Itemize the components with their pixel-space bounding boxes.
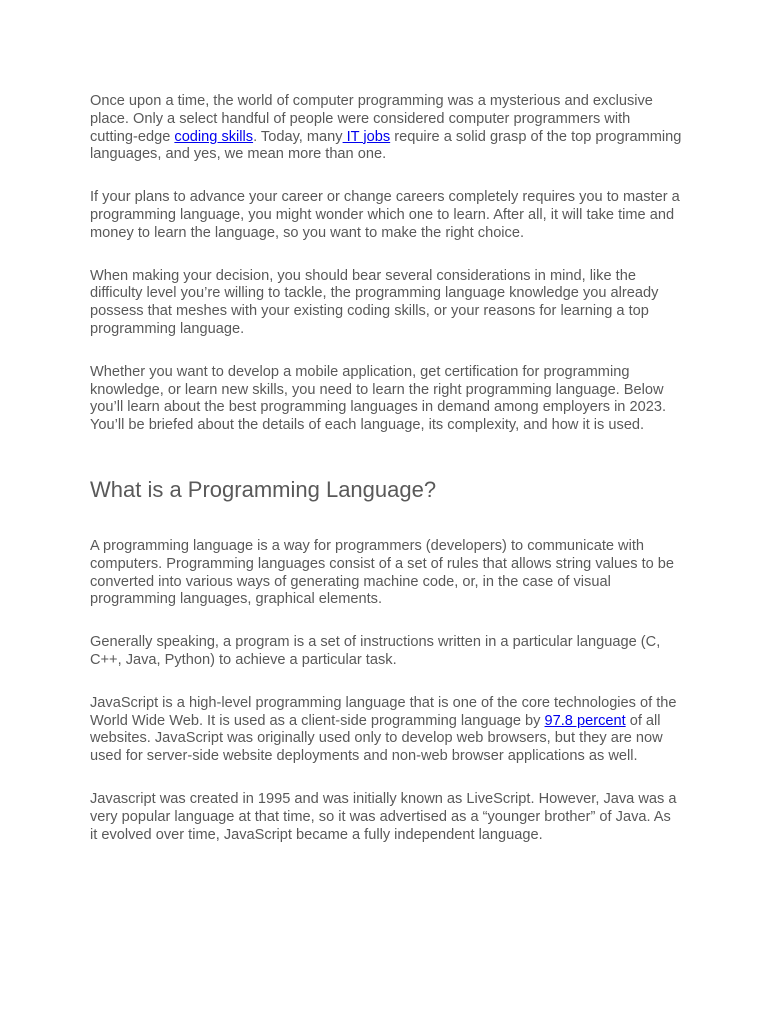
coding-skills-link[interactable]: coding skills — [174, 128, 254, 145]
body-paragraph-3 — [90, 695, 682, 766]
percent-link[interactable]: 97.8 percent — [544, 712, 626, 729]
paragraph-text: require a solid grasp of the top programming languages, and yes, we mean more than one. — [90, 128, 682, 163]
body-paragraph-1: A programming language is a way for programmers (developers) to communicate with computers. Programming languages consist of a set of rules that allows string values to be converted into various ways of generating machine code, or, in the case of visual programming languages, graphical elements. — [90, 537, 675, 608]
it-jobs-link[interactable]: IT jobs — [342, 128, 391, 145]
intro-paragraph-3: When making your decision, you should bear several considerations in mind, like the difficulty level you’re willing to tackle, the programming language knowledge you already possess that meshes with your existing coding skills, or your reasons for learning a top programming language. — [90, 267, 659, 337]
body-paragraph-2: Generally speaking, a program is a set of instructions written in a particular language (C, C++, Java, Python) to achieve a particular task. — [90, 634, 661, 668]
paragraph-text: of all websites. JavaScript was originally used only to develop web browsers, but they are now used for server-side website deployments and non-web browser applications as well. — [90, 712, 663, 765]
intro-paragraph-1 — [90, 93, 682, 164]
document-page — [90, 93, 682, 869]
paragraph-text: Once upon a time, the world of computer programming was a mysterious and exclusive place. Only a select handful of people were considered computer programmers with cutting-edge — [90, 93, 653, 145]
intro-paragraph-4: Whether you want to develop a mobile application, get certification for programming knowledge, or learn new skills, you need to learn the right programming language. Below you’ll learn about the best programming languages in demand among employers in 2023. You’ll be briefed about the details of each language, its complexity, and how it is used. — [90, 363, 666, 434]
spacer — [90, 504, 682, 538]
section-heading: What is a Programming Language? — [90, 476, 437, 502]
intro-paragraph-2: If your plans to advance your career or change careers completely requires you to master a programming language, you might wonder which one to learn. After all, it will take time and money to learn the language, so you want to make the right choice. — [90, 189, 680, 241]
paragraph-text: . Today, many — [253, 128, 343, 145]
paragraph-text: JavaScript is a high-level programming language that is one of the core technologies of the World Wide Web. It is used as a client-side programming language by — [90, 694, 677, 729]
spacer — [90, 435, 682, 476]
body-paragraph-4: Javascript was created in 1995 and was initially known as LiveScript. However, Java was a very popular language at that time, so it was advertised as a “younger brother” of Java. As it evolved over time, JavaScript became a fully independent language. — [90, 790, 677, 843]
